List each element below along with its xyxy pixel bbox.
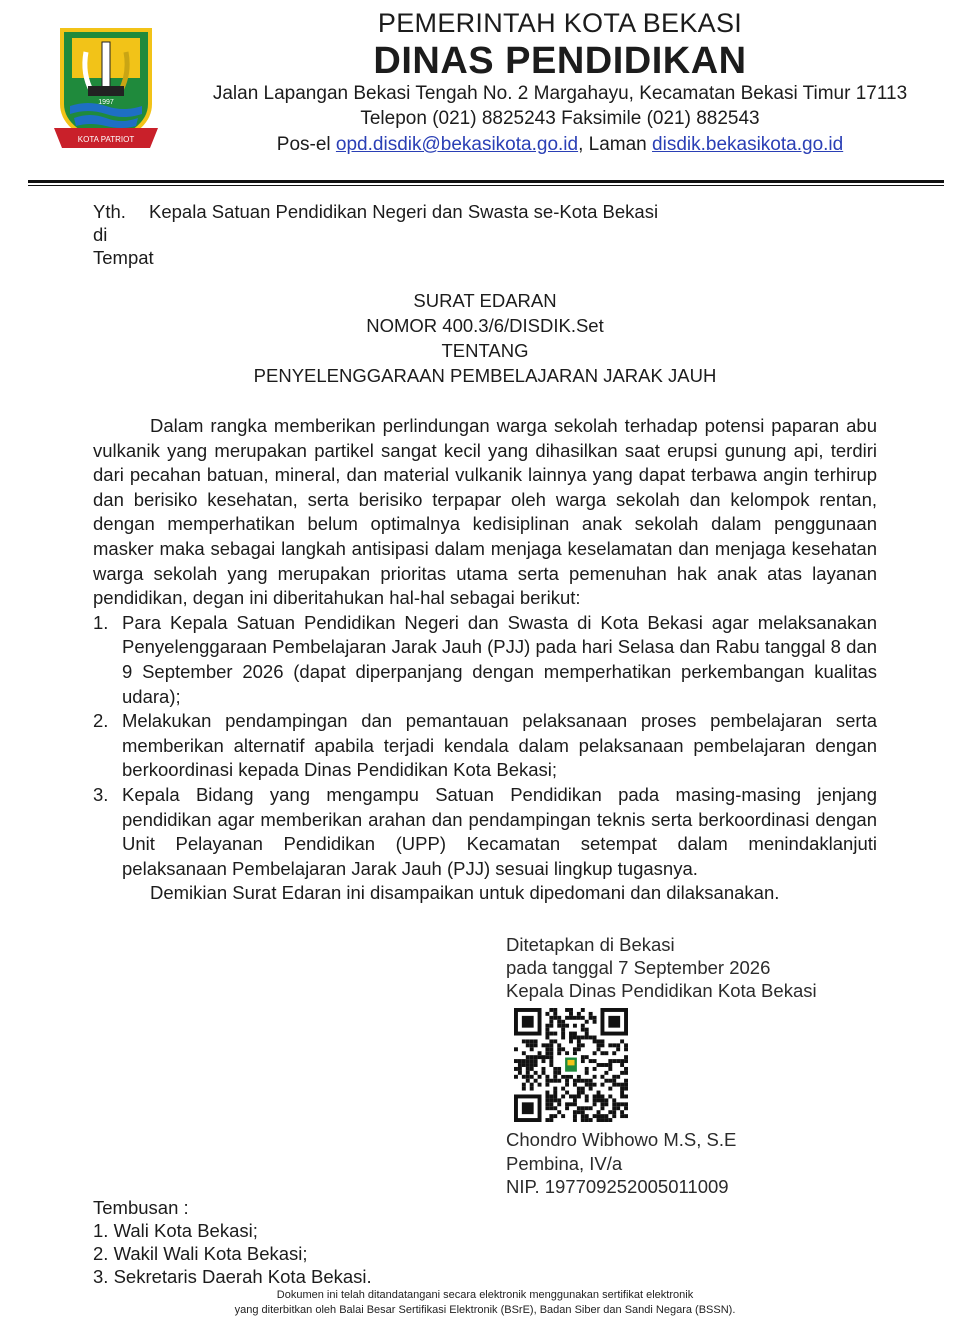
list-item-text: Para Kepala Satuan Pendidikan Negeri dan Swasta di Kota Bekasi agar melaksanakan Penyelenggaraan Pembelajaran Jarak Jauh (PJJ) pada hari Selasa dan Rabu tanggal 8 dan 9 September 2026 (dapat diperpanjang dengan memperhatikan perkembangan kualitas udara); — [122, 611, 877, 707]
signer-name: Chondro Wibhowo M.S, S.E — [506, 1129, 737, 1150]
list-item-text: Melakukan pendampingan dan pemantauan pelaksanaan proses pembelajaran serta memberikan alternatif apabila terjadi kendala dalam pelaksanaan pembelajaran dengan berkoordinasi kepada Dinas Pendidikan Kota Bekasi; — [122, 710, 877, 781]
letterhead-government: PEMERINTAH KOTA BEKASI — [377, 8, 743, 38]
website-link[interactable]: disdik.bekasikota.go.id — [652, 134, 844, 155]
letter-body — [93, 414, 877, 906]
email-label: Pos-el — [276, 134, 331, 155]
kota-bekasi-emblem-logo — [52, 22, 160, 158]
signature-position: Kepala Dinas Pendidikan Kota Bekasi — [506, 980, 817, 1001]
signer-nip: NIP. 197709252005011009 — [506, 1176, 729, 1197]
logo-year-text: 1997 — [98, 99, 114, 106]
letterhead-divider-thin — [28, 185, 944, 186]
letterhead-divider — [28, 180, 944, 183]
document-type: SURAT EDARAN — [413, 290, 557, 311]
document-subject: PENYELENGGARAAN PEMBELAJARAN JARAK JAUH — [253, 365, 717, 386]
footer-line2: yang diterbitkan oleh Balai Besar Sertifikasi Elektronik (BSrE), Badan Siber dan Sandi Negara (BSSN). — [234, 1304, 736, 1316]
intro-paragraph: Dalam rangka memberikan perlindungan warga sekolah terhadap potensi paparan abu vulkanik yang merupakan partikel sangat kecil yang dihasilkan saat erupsi gunung api, terdiri dari pecahan batuan, mineral, dan material vulkanik lainnya yang dapat terbawa angin terhirup dan berisiko kesehatan, serta berisiko terpapar oleh warga sekolah dan kelompok rentan, dengan memperhatikan belum optimalnya kedisiplinan anak sekolah dalam penggunaan masker maka sebagai langkah antisipasi dalam menjaga keselamatan dan menjaga kesehatan warga sekolah yang merupakan prioritas utama serta pemenuhan hak anak atas layanan pendidikan, degan ini diberitahukan hal-hal sebagai berikut: — [93, 415, 877, 609]
recipient-label: Yth. — [93, 201, 126, 222]
instruction-list — [93, 611, 877, 882]
list-item-number: 3. — [93, 783, 109, 805]
letterhead-contact — [160, 134, 960, 156]
signer-block — [506, 1128, 736, 1199]
e-signature-footer — [0, 1288, 970, 1318]
list-item — [93, 611, 877, 709]
recipient-name: Kepala Satuan Pendidikan Negeri dan Swasta se-Kota Bekasi — [149, 201, 659, 222]
list-item-number: 1. — [93, 611, 109, 633]
footer-line1: Dokumen ini telah ditandatangani secara elektronik menggunakan sertifikat elektronik — [276, 1289, 694, 1301]
document-about: TENTANG — [441, 340, 529, 361]
letterhead-address: Jalan Lapangan Bekasi Tengah No. 2 Margahayu, Kecamatan Bekasi Timur 17113 — [212, 83, 908, 104]
signature-date-line — [506, 956, 817, 979]
letterhead-phone: Telepon (021) 8825243 Faksimile (021) 882543 — [360, 108, 760, 129]
signature-place: Ditetapkan di Bekasi — [506, 934, 675, 955]
cc-item: 2. Wakil Wali Kota Bekasi; — [93, 1243, 308, 1264]
carbon-copy-block — [93, 1196, 372, 1288]
recipient-line3: Tempat — [93, 247, 154, 268]
website-label: , Laman — [578, 134, 647, 155]
recipient-block — [93, 200, 658, 269]
list-item-number: 2. — [93, 710, 109, 732]
signature-block — [506, 933, 817, 1002]
signature-date: 7 September 2026 — [618, 957, 771, 978]
recipient-line2: di — [93, 224, 108, 245]
signer-rank: Pembina, IV/a — [506, 1152, 623, 1174]
document-number: NOMOR 400.3/6/DISDIK.Set — [366, 315, 604, 336]
closing-paragraph: Demikian Surat Edaran ini disampaikan untuk dipedomani dan dilaksanakan. — [150, 882, 780, 904]
letterhead-department: DINAS PENDIDIKAN — [373, 40, 747, 82]
cc-item: 3. Sekretaris Daerah Kota Bekasi. — [93, 1266, 372, 1287]
e-signature-qr-code — [514, 1008, 628, 1122]
logo-motto-text: KOTA PATRIOT — [77, 135, 135, 144]
cc-label: Tembusan : — [93, 1197, 189, 1218]
list-item-text: Kepala Bidang yang mengampu Satuan Pendidikan pada masing-masing jenjang pendidikan agar memberikan arahan dan pendampingan teknis serta berkoordinasi dengan Unit Pelayanan Pendidikan (UPP) Kecamatan setempat dalam menindaklanjuti pelaksanaan Pembelajaran Jarak Jauh (PJJ) sesuai lingkup tugasnya. — [122, 783, 877, 879]
cc-item: 1. Wali Kota Bekasi; — [93, 1220, 258, 1241]
list-item — [93, 709, 877, 783]
signature-date-label: pada tanggal — [506, 957, 613, 978]
email-link[interactable]: opd.disdik@bekasikota.go.id — [335, 134, 579, 155]
list-item — [93, 783, 877, 881]
circular-title — [0, 288, 970, 388]
